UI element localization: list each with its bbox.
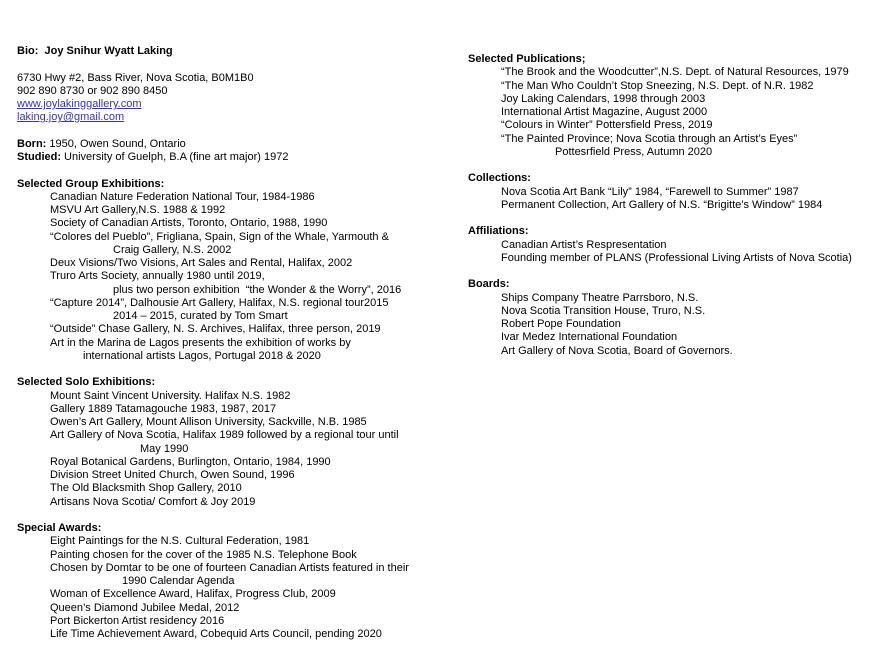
text-line: Chosen by Domtar to be one of fourteen Canadian Artists featured in their: [50, 561, 409, 574]
section-heading: Collections:: [468, 172, 531, 185]
text-line: Permanent Collection, Art Gallery of N.S. “Brigitte’s Window” 1984: [501, 198, 823, 211]
section-heading: Selected Publications;: [468, 53, 586, 65]
text-line: Pottesrfield Press, Autumn 2020: [555, 145, 713, 158]
text-line: “Outside” Chase Gallery, N. S. Archives, Halifax, three person, 2019: [50, 323, 381, 336]
text-line: Ships Company Theatre Parrsboro, N.S.: [501, 291, 699, 304]
text-line: Founding member of PLANS (Professional Living Artists of Nova Scotia): [501, 251, 852, 264]
text-line: The Old Blacksmith Shop Gallery, 2010: [50, 482, 242, 495]
text-line: Painting chosen for the cover of the 1985 N.S. Telephone Book: [50, 548, 357, 561]
text-line: Division Street United Church, Owen Sound, 1996: [50, 469, 295, 481]
text-line: Queen’s Diamond Jubilee Medal, 2012: [50, 601, 240, 614]
text-line: Royal Botanical Gardens, Burlington, Ontario, 1984, 1990: [50, 455, 331, 468]
affiliations-section: [468, 225, 873, 265]
section-heading: Boards:: [468, 278, 510, 291]
text-line: Eight Paintings for the N.S. Cultural Federation, 1981: [50, 535, 310, 548]
address-line: 6730 Hwy #2, Bass River, Nova Scotia, B0M1B0: [17, 71, 254, 84]
text-line: Artisans Nova Scotia/ Comfort & Joy 2019: [50, 495, 256, 508]
text-line: Gallery 1889 Tatamagouche 1983, 1987, 2017: [50, 402, 277, 415]
text-line: May 1990: [140, 442, 189, 455]
selected-group-exhibitions-section: [17, 178, 457, 364]
section-heading: Selected Group Exhibitions:: [17, 177, 165, 190]
born-studied-block: [17, 138, 457, 165]
left-column: [17, 45, 457, 655]
contact-block: [17, 72, 457, 125]
text-line: “Colores del Pueblo”, Frigliana, Spain, Sign of the Whale, Yarmouth &: [50, 230, 389, 243]
special-awards-section: [17, 522, 457, 641]
website-link[interactable]: www.joylakinggallery.com: [17, 98, 142, 110]
text-line: Ivar Medez International Foundation: [501, 331, 678, 344]
collections-section: [468, 172, 873, 212]
field-value: University of Guelph, B.A (fine art major) 1972: [61, 151, 289, 163]
text-line: international artists Lagos, Portugal 2018 & 2020: [83, 349, 321, 362]
text-line: Art Gallery of Nova Scotia, Board of Governors.: [501, 344, 733, 357]
text-line: Woman of Excellence Award, Halifax, Progress Club, 2009: [50, 588, 336, 601]
text-line: 2014 – 2015, curated by Tom Smart: [113, 310, 288, 322]
text-line: 1990 Calendar Agenda: [122, 575, 235, 587]
text-line: Deux Visions/Two Visions, Art Sales and Rental, Halifax, 2002: [50, 257, 353, 269]
field-label: Born:: [17, 137, 47, 150]
text-line: Craig Gallery, N.S. 2002: [113, 243, 232, 256]
text-line: Canadian Nature Federation National Tour, 1984-1986: [50, 190, 315, 203]
section-heading: Special Awards:: [17, 522, 102, 534]
text-line: Mount Saint Vincent University. Halifax N.S. 1982: [50, 389, 291, 402]
text-line: plus two person exhibition “the Wonder & the Worry”, 2016: [113, 283, 402, 296]
text-line: Canadian Artist’s Respresentation: [501, 238, 667, 251]
text-line: Society of Canadian Artists, Toronto, Ontario, 1988, 1990: [50, 217, 328, 230]
text-line: “The Man Who Couldn’t Stop Sneezing, N.S. Dept. of N.R. 1982: [501, 79, 814, 92]
selected-solo-exhibitions-section: [17, 376, 457, 509]
section-heading: Selected Solo Exhibitions:: [17, 376, 156, 389]
phone-line: 902 890 8730 or 902 890 8450: [17, 84, 168, 97]
bio-title-block: [17, 45, 457, 58]
text-line: Art in the Marina de Lagos presents the exhibition of works by: [50, 336, 351, 349]
text-line: Art Gallery of Nova Scotia, Halifax 1989 followed by a regional tour until: [50, 429, 399, 442]
text-line: Joy Laking Calendars, 1998 through 2003: [501, 92, 706, 105]
text-line: “The Painted Province; Nova Scotia through an Artist’s Eyes”: [501, 132, 798, 145]
text-line: International Artist Magazine, August 2000: [501, 106, 708, 118]
studied-line: [17, 151, 457, 164]
text-line: “The Brook and the Woodcutter”,N.S. Dept. of Natural Resources, 1979: [501, 66, 849, 79]
selected-publications-section: [468, 53, 873, 159]
text-line: Port Bickerton Artist residency 2016: [50, 614, 225, 627]
text-line: Robert Pope Foundation: [501, 318, 621, 330]
field-label: Studied:: [17, 151, 61, 163]
section-heading: Affiliations:: [468, 225, 529, 238]
text-line: Owen’s Art Gallery, Mount Allison University, Sackville, N.B. 1985: [50, 416, 367, 428]
email-link[interactable]: laking.joy@gmail.com: [17, 111, 125, 124]
text-line: Life Time Achievement Award, Cobequid Arts Council, pending 2020: [50, 628, 382, 640]
text-line: “Colours in Winter” Pottersfield Press, 2019: [501, 119, 713, 132]
page-title: Bio: Joy Snihur Wyatt Laking: [17, 45, 173, 57]
boards-section: [468, 278, 873, 358]
born-line: [17, 138, 457, 151]
text-line: Nova Scotia Transition House, Truro, N.S.: [501, 304, 706, 317]
text-line: “Capture 2014”, Dalhousie Art Gallery, Halifax, N.S. regional tour2015: [50, 296, 389, 309]
text-line: Nova Scotia Art Bank “Lily” 1984, “Farewell to Summer” 1987: [501, 185, 799, 198]
text-line: MSVU Art Gallery,N.S. 1988 & 1992: [50, 204, 226, 216]
text-line: Truro Arts Society, annually 1980 until 2019,: [50, 270, 265, 283]
field-value: 1950, Owen Sound, Ontario: [46, 137, 186, 150]
right-column: [468, 53, 873, 371]
